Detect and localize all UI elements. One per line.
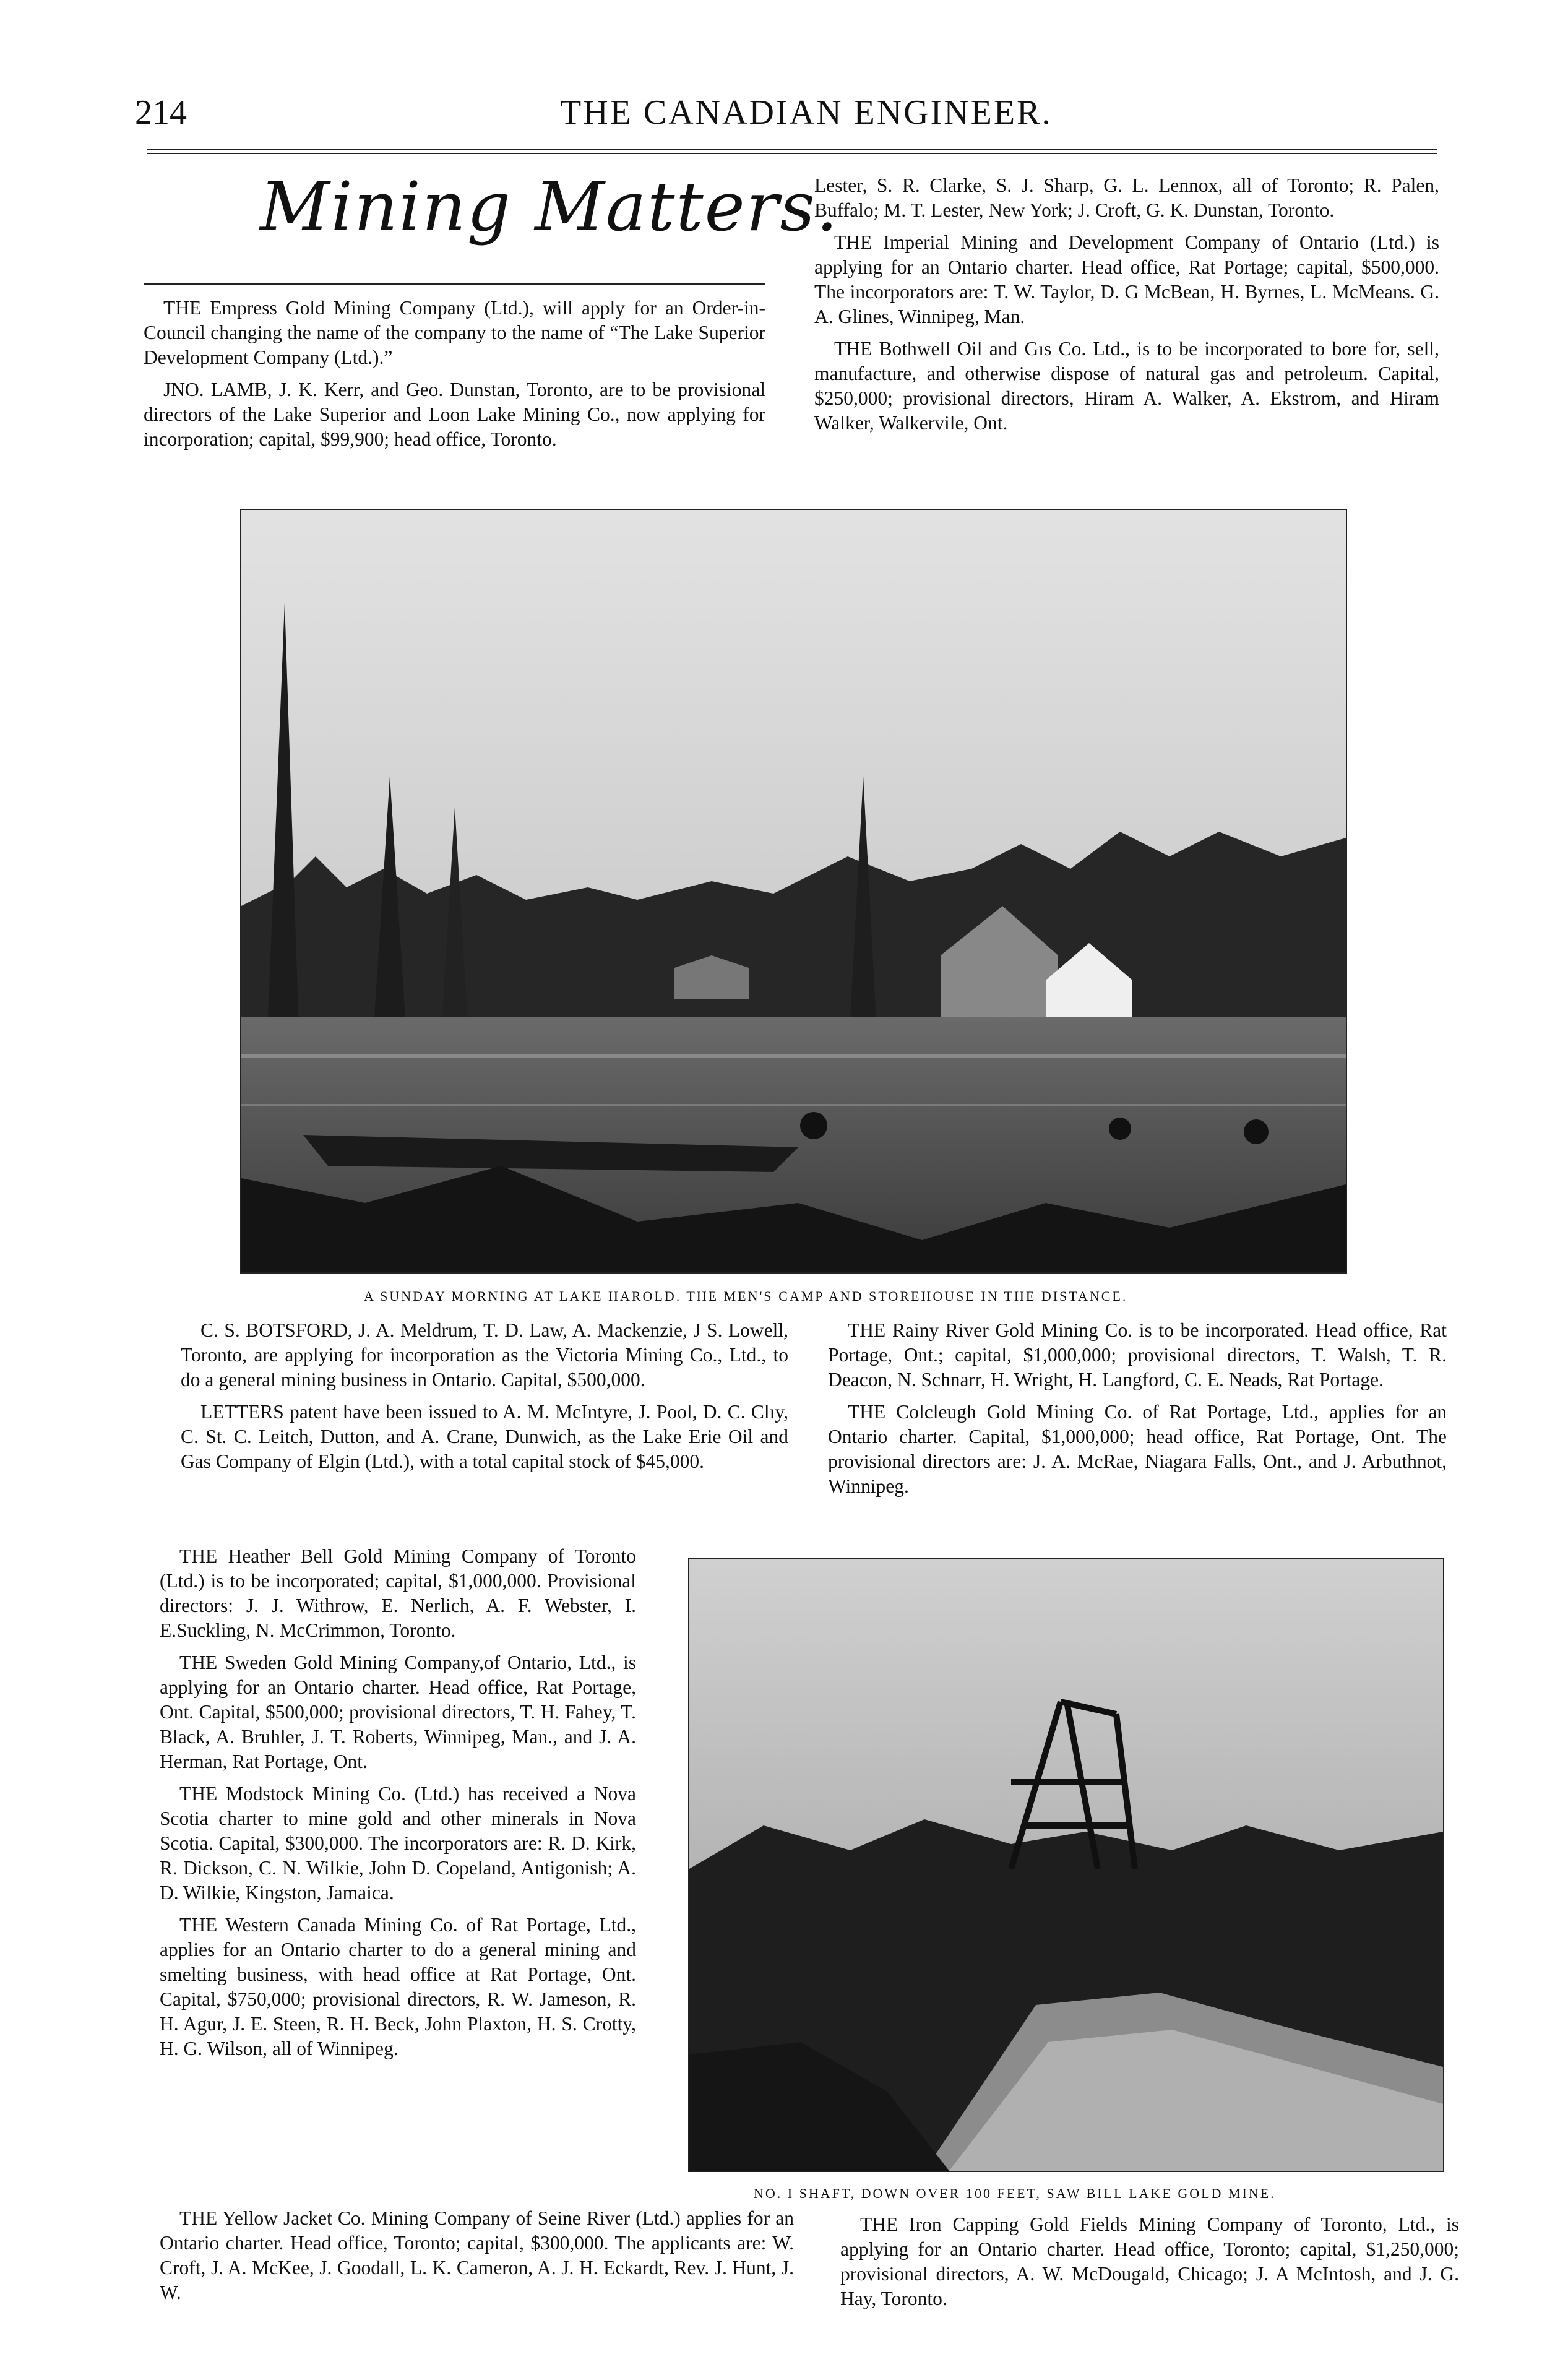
section-title-rule [144,283,765,285]
paragraph-imperial: THE Imperial Mining and Development Company of Ontario (Ltd.) is applying for an Ontario charter. Head office, Rat Portage; capital, $500,000. The incorporators are: T. W. Taylor, D. G McBean, H. Byrnes, L. McMeans. G. A. Glines, Winnipeg, Man. [814,231,1439,327]
paragraph-western-canada: THE Western Canada Mining Co. of Rat Portage, Ltd., applies for an Ontario charter to do a general mining and smelting business, with head office at Rat Portage, Ont. Capital, $750,000; provisional directors, R. W. Jameson, R. H. Agur, J. E. Steen, R. H. Beck, John Plaxton, H. S. Crotty, H. G. Wilson, all of Winnipeg. [160,1914,636,2059]
paragraph-empress: THE Empress Gold Mining Company (Ltd.), will apply for an Order-in-Council changing the name of the company to the name of “The Lake Superior Development Company (Ltd.).” [144,297,765,368]
col-left-mid [181,1318,788,1481]
paragraph-botsford: C. S. BOTSFORD, J. A. Meldrum, T. D. Law, A. Mackenzie, J S. Lowell, Toronto, are applying for incorporation as the Victoria Mining Co., Ltd., to do a general mining business in Ontario. Capital, $500,000. [181,1319,788,1390]
header-rule-top [147,149,1437,150]
paragraph-colcleugh: THE Colcleugh Gold Mining Co. of Rat Portage, Ltd., applies for an Ontario charter. Capital, $1,000,000; head office, Rat Portage, Ont. The provisional directors are: J. A. McRae, Niagara Falls, Ont., and J. Arbuthnot, Winnipeg. [828,1401,1447,1497]
journal-title: THE CANADIAN ENGINEER. [560,93,1053,132]
photo-saw-bill-shaft [688,1558,1444,2172]
paragraph-modstock: THE Modstock Mining Co. (Ltd.) has received a Nova Scotia charter to mine gold and other minerals in Nova Scotia. Capital, $300,000. The incorporators are: R. D. Kirk, R. Dickson, C. N. Wilkie, John D. Copeland, Antigonish; A. D. Wilkie, Kingston, Jamaica. [160,1783,636,1903]
section-title: Mining Matters. [260,167,839,246]
col-right-top [814,173,1439,443]
photo-saw-bill-shaft-caption: NO. I SHAFT, DOWN OVER 100 FEET, SAW BILL LAKE GOLD MINE. [754,2186,1276,2201]
photo-saw-bill-shaft-image [689,1559,1443,2171]
col-narrow [160,1544,636,2069]
col-left-top [144,296,765,459]
paragraph-lester: Lester, S. R. Clarke, S. J. Sharp, G. L. Lennox, all of Toronto; R. Palen, Buffalo; M. T. Lester, New York; J. Croft, G. K. Dunstan, Toronto. [814,175,1439,221]
col-right-mid [828,1318,1447,1506]
photo-lake-harold-caption: A SUNDAY MORNING AT LAKE HAROLD. THE MEN'S CAMP AND STOREHOUSE IN THE DISTANCE. [364,1288,1128,1304]
paragraph-sweden: THE Sweden Gold Mining Company,of Ontario, Ltd., is applying for an Ontario charter. Head office, Rat Portage, Ont. Capital, $500,000; provisional directors, T. H. Fahey, T. Black, A. Bruhler, J. T. Roberts, Winnipeg, Man., and J. A. Herman, Rat Portage, Ont. [160,1652,636,1772]
paragraph-letters-patent: LETTERS patent have been issued to A. M. McIntyre, J. Pool, D. C. Clıy, C. St. C. Leitch, Dutton, and A. Crane, Dunwich, as the Lake Erie Oil and Gas Company of Elgin (Ltd.), with a total capital stock of $45,000. [181,1401,788,1472]
col-right-bottom [840,2212,1459,2319]
col-left-bottom [160,2206,794,2312]
photo-lake-harold [240,509,1347,1274]
paragraph-iron-capping: THE Iron Capping Gold Fields Mining Company of Toronto, Ltd., is applying for an Ontario charter. Head office, Toronto; capital, $1,250,000; provisional directors, A. W. McDougald, Chicago; J. A McIntosh, and J. G. Hay, Toronto. [840,2213,1459,2309]
paragraph-heather-bell: THE Heather Bell Gold Mining Company of Toronto (Ltd.) is to be incorporated; capital, $1,000,000. Provisional directors: J. J. Withrow, E. Nerlich, A. F. Webster, I. E.Suckling, N. McCrimmon, Toronto. [160,1545,636,1641]
page-number: 214 [135,93,187,132]
photo-lake-harold-image [241,510,1346,1272]
paragraph-yellow-jacket: THE Yellow Jacket Co. Mining Company of Seine River (Ltd.) applies for an Ontario charter. Head office, Toronto; capital, $300,000. The applicants are: W. Croft, J. A. McKee, J. Goodall, L. K. Cameron, A. J. H. Eckardt, Rev. J. Hunt, J. W. [160,2207,794,2303]
paragraph-rainy-river: THE Rainy River Gold Mining Co. is to be incorporated. Head office, Rat Portage, Ont.; capital, $1,000,000; provisional directors, T. Walsh, T. R. Deacon, N. Schnarr, H. Wright, H. Langford, C. E. Neads, Rat Portage. [828,1319,1447,1390]
paragraph-lake-superior: JNO. LAMB, J. K. Kerr, and Geo. Dunstan, Toronto, are to be provisional directors of the Lake Superior and Loon Lake Mining Co., now applying for incorporation; capital, $99,900; head office, Toronto. [144,379,765,450]
paragraph-bothwell: THE Bothwell Oil and Gıs Co. Ltd., is to be incorporated to bore for, sell, manufacture, and otherwise dispose of natural gas and petroleum. Capital, $250,000; provisional directors, Hiram A. Walker, A. Ekstrom, and Hiram Walker, Walkervile, Ont. [814,338,1439,434]
header-rule-bottom [147,153,1437,154]
